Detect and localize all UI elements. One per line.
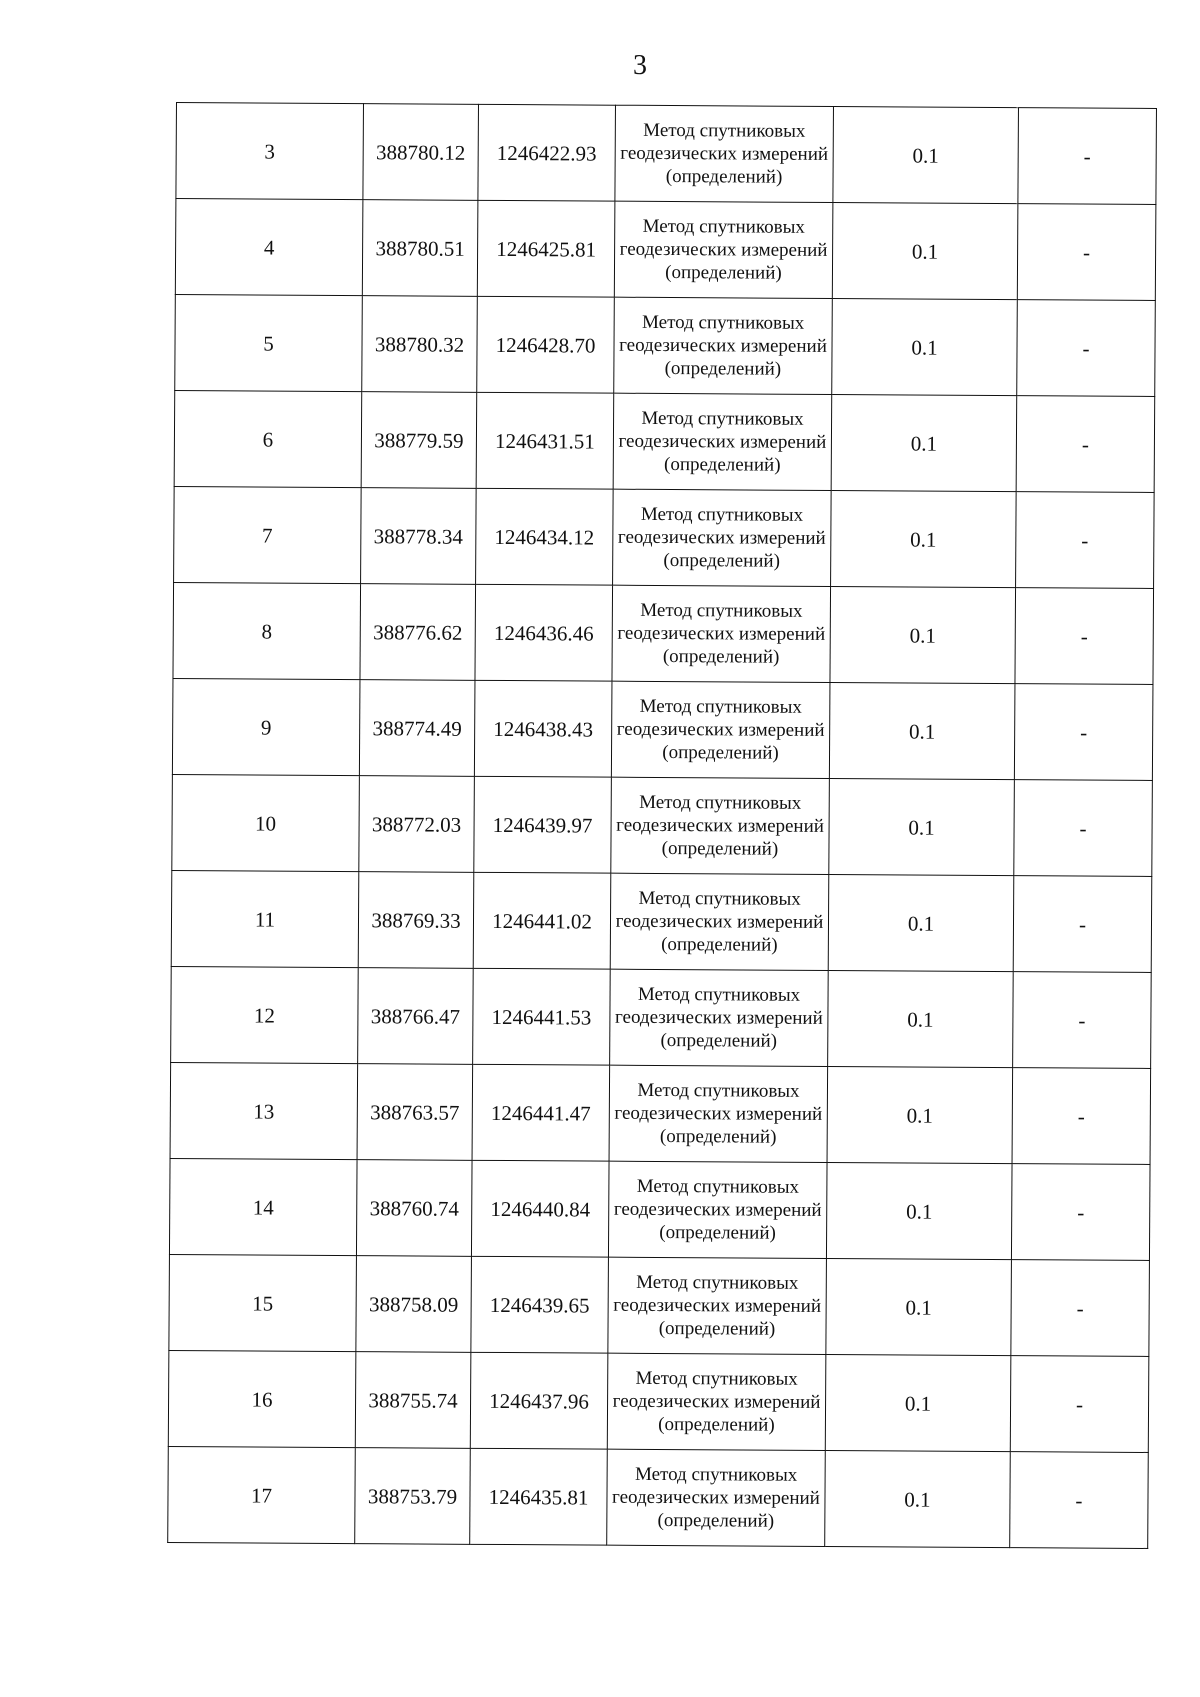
table-row [172,774,1153,876]
y-coordinate-cell: 1246439.65 [471,1256,609,1353]
point-number-cell: 12 [171,966,359,1063]
accuracy-cell: 0.1 [829,683,1015,780]
table-row [171,870,1152,972]
coordinates-table-body [168,103,1157,1549]
accuracy-cell: 0.1 [831,395,1017,492]
point-number-cell: 15 [169,1254,357,1351]
method-cell: Метод спутниковых геодезических измерений (определений) [610,873,829,970]
method-cell: Метод спутниковых геодезических измерений (определений) [611,681,830,778]
table-row [172,678,1153,780]
method-cell: Метод спутниковых геодезических измерений (определений) [614,201,833,298]
x-coordinate-cell: 388766.47 [358,968,474,1065]
description-cell: - [1013,876,1152,973]
point-number-cell: 5 [175,294,363,391]
table-row [174,486,1155,588]
method-cell: Метод спутниковых геодезических измерений (определений) [613,393,832,490]
description-cell: - [1011,1260,1150,1357]
method-cell: Метод спутниковых геодезических измерений (определений) [608,1257,827,1354]
y-coordinate-cell: 1246437.96 [470,1352,608,1449]
description-cell: - [1010,1356,1149,1453]
y-coordinate-cell: 1246431.51 [476,392,614,489]
coordinates-table [167,102,1157,1549]
y-coordinate-cell: 1246434.12 [476,488,614,585]
method-cell: Метод спутниковых геодезических измерений (определений) [615,105,834,202]
description-cell: - [1016,492,1155,589]
table-row [169,1254,1150,1356]
accuracy-cell: 0.1 [833,107,1019,204]
description-cell: - [1017,300,1156,397]
description-cell: - [1013,972,1152,1069]
point-number-cell: 11 [171,870,359,967]
accuracy-cell: 0.1 [828,971,1014,1068]
y-coordinate-cell: 1246441.02 [473,872,611,969]
point-number-cell: 9 [172,678,360,775]
accuracy-cell: 0.1 [831,491,1017,588]
method-cell: Метод спутниковых геодезических измерений (определений) [611,777,830,874]
table-row [171,966,1152,1068]
description-cell: - [1014,684,1153,781]
table-row [170,1062,1151,1164]
accuracy-cell: 0.1 [829,779,1015,876]
table-row [176,103,1157,205]
point-number-cell: 4 [175,199,363,296]
y-coordinate-cell: 1246422.93 [478,104,616,201]
table-row [168,1446,1149,1548]
x-coordinate-cell: 388780.51 [362,200,478,297]
accuracy-cell: 0.1 [826,1258,1012,1355]
point-number-cell: 3 [176,103,364,200]
accuracy-cell: 0.1 [832,299,1018,396]
x-coordinate-cell: 388779.59 [361,392,477,489]
accuracy-cell: 0.1 [825,1354,1011,1451]
x-coordinate-cell: 388758.09 [356,1256,472,1353]
point-number-cell: 16 [168,1350,356,1447]
y-coordinate-cell: 1246435.81 [470,1448,608,1545]
method-cell: Метод спутниковых геодезических измерений (определений) [610,969,829,1066]
y-coordinate-cell: 1246440.84 [471,1160,609,1257]
table-row [169,1158,1150,1260]
point-number-cell: 10 [172,774,360,871]
x-coordinate-cell: 388774.49 [359,680,475,777]
coordinates-table-container [167,102,1156,1549]
table-row [173,582,1154,684]
accuracy-cell: 0.1 [827,1066,1013,1163]
accuracy-cell: 0.1 [826,1162,1012,1259]
x-coordinate-cell: 388780.12 [363,104,479,201]
y-coordinate-cell: 1246425.81 [477,200,615,297]
description-cell: - [1018,108,1157,205]
method-cell: Метод спутниковых геодезических измерений (определений) [607,1449,826,1546]
x-coordinate-cell: 388763.57 [357,1064,473,1161]
y-coordinate-cell: 1246441.53 [473,968,611,1065]
x-coordinate-cell: 388769.33 [358,872,474,969]
table-row [168,1350,1149,1452]
x-coordinate-cell: 388780.32 [362,296,478,393]
accuracy-cell: 0.1 [828,875,1014,972]
point-number-cell: 14 [169,1158,357,1255]
description-cell: - [1010,1452,1149,1549]
description-cell: - [1011,1164,1150,1261]
x-coordinate-cell: 388772.03 [359,776,475,873]
y-coordinate-cell: 1246436.46 [475,584,613,681]
method-cell: Метод спутниковых геодезических измерений (определений) [614,297,833,394]
accuracy-cell: 0.1 [830,587,1016,684]
table-row [175,294,1156,396]
accuracy-cell: 0.1 [832,203,1018,300]
accuracy-cell: 0.1 [825,1450,1011,1547]
point-number-cell: 6 [174,390,362,487]
y-coordinate-cell: 1246428.70 [477,296,615,393]
x-coordinate-cell: 388753.79 [355,1448,471,1545]
x-coordinate-cell: 388760.74 [356,1160,472,1257]
description-cell: - [1014,780,1153,877]
x-coordinate-cell: 388755.74 [355,1352,471,1449]
x-coordinate-cell: 388778.34 [361,488,477,585]
x-coordinate-cell: 388776.62 [360,584,476,681]
table-row [174,390,1155,492]
point-number-cell: 7 [174,486,362,583]
y-coordinate-cell: 1246439.97 [474,776,612,873]
method-cell: Метод спутниковых геодезических измерений (определений) [609,1065,828,1162]
point-number-cell: 17 [168,1446,356,1543]
description-cell: - [1012,1068,1151,1165]
method-cell: Метод спутниковых геодезических измерений (определений) [608,1161,827,1258]
method-cell: Метод спутниковых геодезических измерений (определений) [607,1353,826,1450]
method-cell: Метод спутниковых геодезических измерений (определений) [613,489,832,586]
point-number-cell: 13 [170,1062,358,1159]
description-cell: - [1015,588,1154,685]
point-number-cell: 8 [173,582,361,679]
y-coordinate-cell: 1246438.43 [474,680,612,777]
table-row [175,199,1156,301]
page-number: 3 [633,50,647,81]
description-cell: - [1016,396,1155,493]
method-cell: Метод спутниковых геодезических измерений (определений) [612,585,831,682]
description-cell: - [1017,204,1156,301]
y-coordinate-cell: 1246441.47 [472,1064,610,1161]
